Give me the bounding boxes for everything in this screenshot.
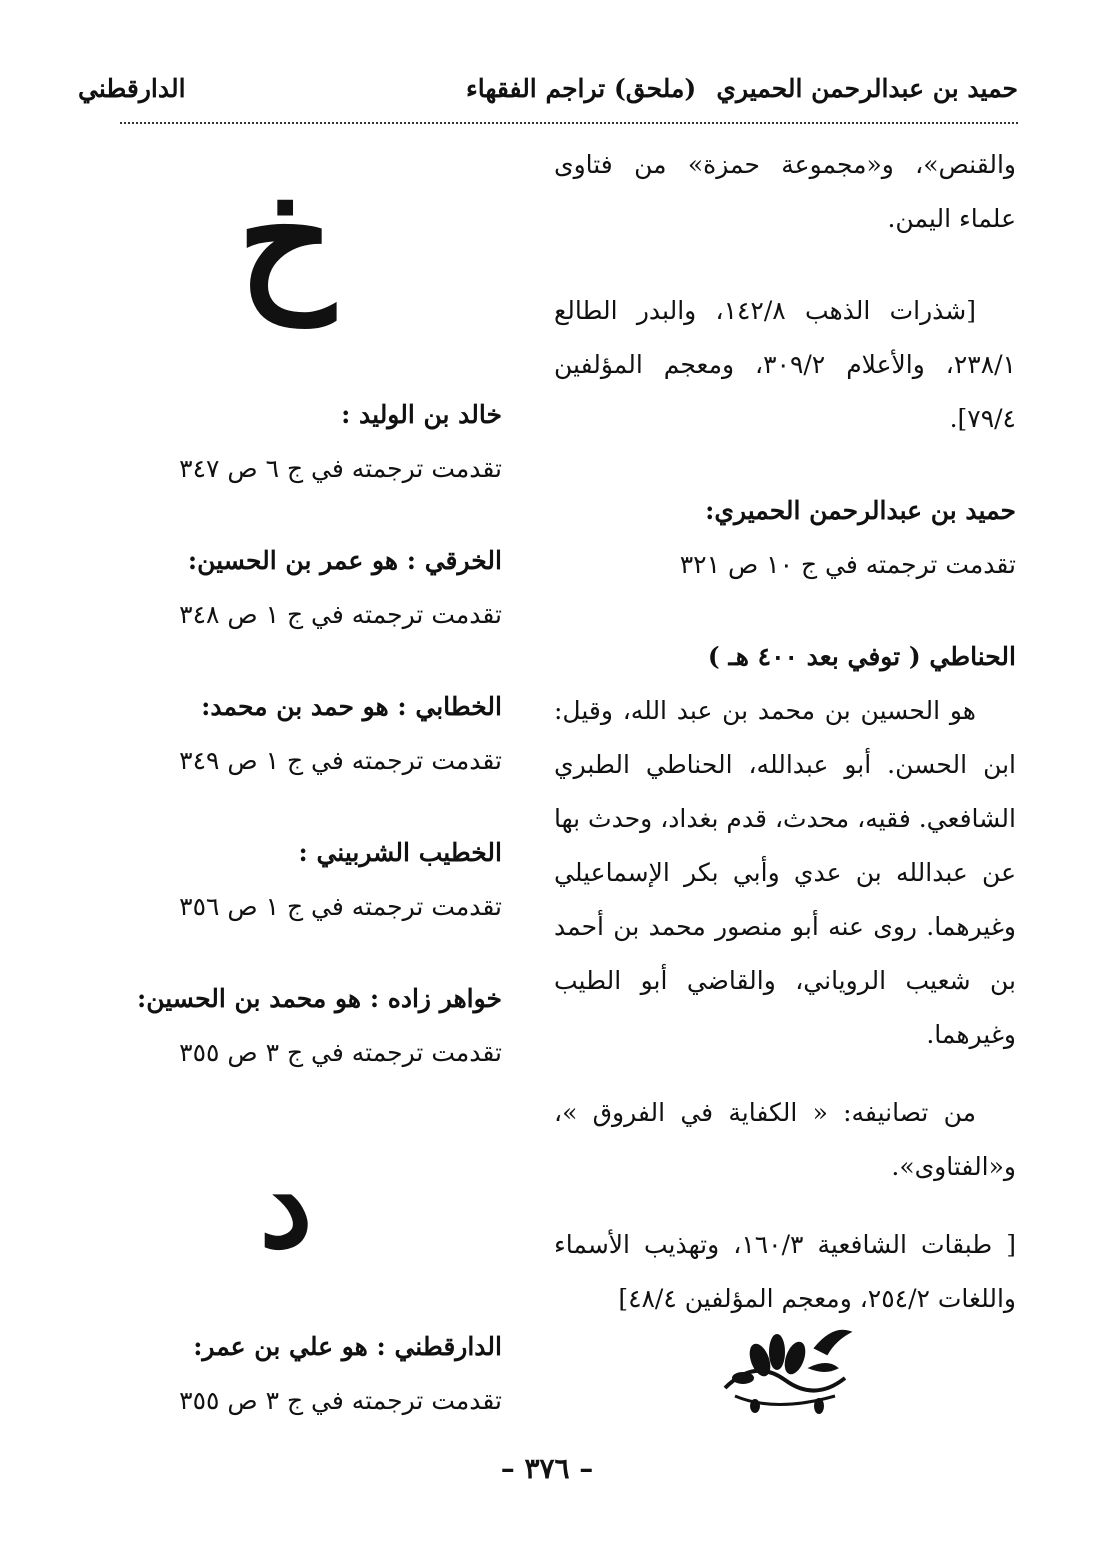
running-header — [78, 66, 1018, 116]
entry-name: الخطيب الشربيني : — [298, 838, 502, 867]
entry-name: خالد بن الوليد : — [341, 400, 502, 429]
left-column — [130, 138, 502, 1466]
entry-name-hannati: الحناطي ( توفي بعد ٤٠٠ هـ ) — [707, 642, 1016, 671]
entry-works-hannati: من تصانيفه: « الكفاية في الفروق »، و«الفتاوى». — [554, 1098, 1016, 1181]
entry-name: الخرقي : هو عمر بن الحسين: — [187, 546, 502, 575]
right-column — [554, 138, 1016, 1326]
entry-ref: تقدمت ترجمته في ج ١ ص ٣٤٨ — [179, 600, 502, 629]
list-item — [130, 680, 502, 788]
list-item — [130, 1320, 502, 1428]
entry-name: الخطابي : هو حمد بن محمد: — [201, 692, 502, 721]
list-item — [130, 534, 502, 642]
sources-paragraph: [شذرات الذهب ١٤٢/٨، والبدر الطالع ٢٣٨/١، والأعلام ٣٠٩/٢، ومعجم المؤلفين ٧٩/٤]. — [554, 296, 1016, 433]
entry-sources-hannati: [ طبقات الشافعية ١٦٠/٣، وتهذيب الأسماء واللغات ٢٥٤/٢، ومعجم المؤلفين ٤٨/٤] — [554, 1230, 1016, 1313]
entry-ref-humaid: تقدمت ترجمته في ج ١٠ ص ٣٢١ — [679, 550, 1016, 579]
page-number: – ٣٧٦ – — [500, 1452, 594, 1485]
section-letter-kha: خ — [237, 150, 335, 326]
list-item — [130, 972, 502, 1080]
section-letter-dal: د — [259, 1134, 313, 1275]
continuation-paragraph: والقنص»، و«مجموعة حمزة» من فتاوى علماء اليمن. — [554, 150, 1016, 233]
header-right-title: حميد بن عبدالرحمن الحميري — [716, 74, 1018, 103]
entry-ref: تقدمت ترجمته في ج ٣ ص ٣٥٥ — [179, 1386, 502, 1415]
entry-ref: تقدمت ترجمته في ج ٦ ص ٣٤٧ — [179, 454, 502, 483]
entry-name-humaid: حميد بن عبدالرحمن الحميري: — [705, 496, 1016, 525]
entry-bio-hannati: هو الحسين بن محمد بن عبد الله، وقيل: ابن الحسن. أبو عبدالله، الحناطي الطبري الشافعي. فقيه، محدث، قدم بغداد، وحدث بها عن عبدالله بن عدي وأبي بكر الإسماعيلي وغيرهما. روى عنه أبو منصور محمد بن أحمد بن شعيب الروياني، والقاضي أبو الطيب وغيرهما. — [554, 696, 1016, 1049]
header-dotted-rule — [120, 122, 1018, 124]
list-item — [130, 826, 502, 934]
floral-ornament-icon — [715, 1318, 855, 1418]
entry-ref: تقدمت ترجمته في ج ١ ص ٣٥٦ — [179, 892, 502, 921]
list-item — [130, 388, 502, 496]
header-book-title: (ملحق) تراجم الفقهاء — [466, 74, 697, 103]
entry-ref: تقدمت ترجمته في ج ١ ص ٣٤٩ — [179, 746, 502, 775]
entry-name: الدارقطني : هو علي بن عمر: — [193, 1332, 502, 1361]
header-left-title: الدارقطني — [78, 74, 186, 103]
entry-name: خواهر زاده : هو محمد بن الحسين: — [137, 984, 502, 1013]
entry-ref: تقدمت ترجمته في ج ٣ ص ٣٥٥ — [179, 1038, 502, 1067]
